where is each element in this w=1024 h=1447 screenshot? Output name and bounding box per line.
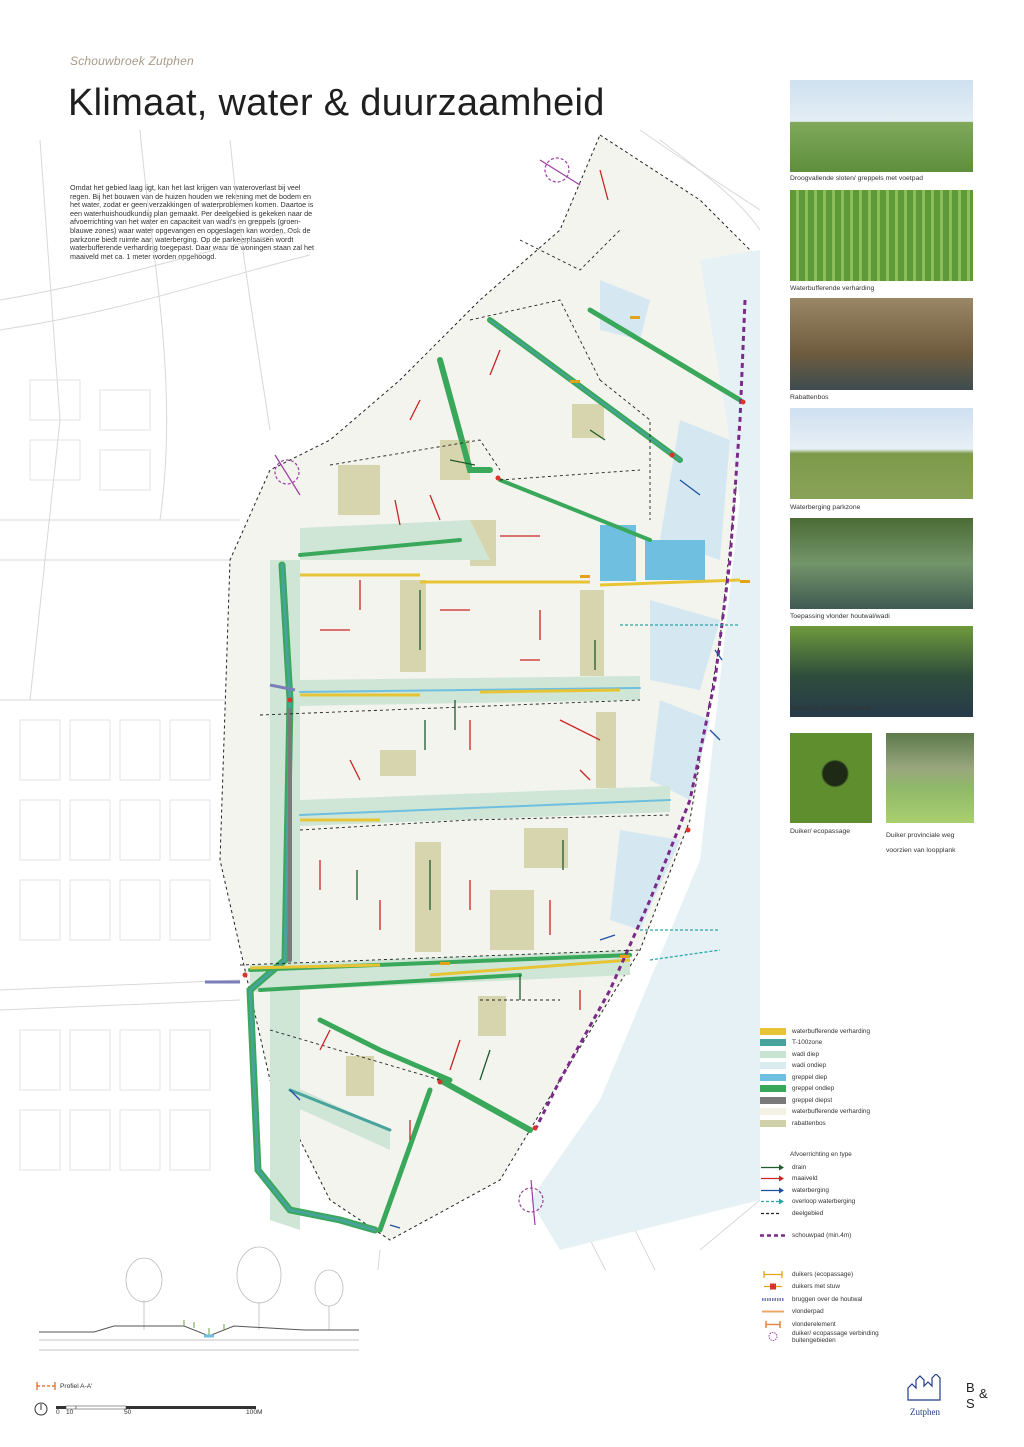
legend-label: duiker/ ecopassage verbinding buitengebieden [792,1329,879,1344]
legend-label: duikers (ecopassage) [792,1270,854,1278]
arrow-red-icon [760,1174,786,1183]
legend-flow-item [760,1174,818,1184]
legend-surface-item [760,1038,822,1048]
scale-tick: 10 [66,1409,74,1416]
photo-caption: Duiker/ ecopassage [790,828,851,835]
legend-surface-item [760,1026,870,1036]
photo-culvert-ecopassage [790,733,872,823]
firm-logo [964,1378,994,1412]
arrow-dashed-teal-icon [760,1197,786,1206]
legend-surface-item [760,1084,834,1094]
bridge-icon [760,1295,786,1304]
city-logo-text: Zutphen [910,1407,940,1417]
legend-label: overloop waterberging [792,1198,856,1205]
zutphen-logo [904,1374,946,1417]
profile-label: Profiel A-A' [60,1383,93,1390]
dashed-purple-line-icon [760,1231,786,1240]
photo-caption: Duiker provinciale weg voorzien van loopplank [886,832,956,854]
legend-structure-item [760,1329,892,1344]
legend-swatch [760,1097,786,1104]
photo-dry-ditches [790,80,973,172]
profile-line-icon [36,1378,56,1388]
legend-label: greppel ondiep [792,1085,835,1092]
legend-flow-title: Afvoerrichting en type [790,1151,852,1158]
context-blocks [20,380,210,1170]
legend-label: duikers met stuw [792,1283,840,1290]
legend-surface-item [760,1061,826,1071]
page-title: Klimaat, water & duurzaamheid [68,82,605,124]
legend-label: wadi diep [792,1050,820,1058]
legend-label: greppel diepst [792,1096,833,1104]
legend-structure-item [760,1294,892,1304]
legend-swatch [760,1062,786,1069]
legend-swatch [760,1120,786,1127]
site-plan-map [0,120,760,1270]
legend-swatch [760,1028,786,1035]
photo-buffer-paving [790,190,973,281]
legend-surface-item [760,1118,826,1128]
legend-surface-item [760,1107,870,1117]
legend-flow-item [760,1208,823,1218]
legend-swatch [760,1085,786,1092]
legend-label: waterberging [792,1186,829,1194]
photo-park-water-storage [790,408,973,499]
legend-path [760,1230,851,1240]
photo-provincial-road-culvert [886,733,974,823]
legend-label: greppel diep [792,1073,828,1081]
photo-caption: Toepassing vlonder houtwal/wadi [790,613,890,620]
intro-text: Omdat het gebied laag ligt, kan het last krijgen van wateroverlast bij veel regen. Bij het bouwen van de huizen houden we rekening met de bodem en het water, zodat er geen verzakkingen of waterproblemen komen. Daartoe is een waterhuishoudkundig plan gemaakt. Per deelgebied is gekeken naar de afvoerrichting van het water en capaciteit van wadi's en greppels (groen-blauwe zones) waar water opgevangen en opgeslagen kan worden. Ook de parkzone biedt ruimte aan waterberging. Op de parkeerplaatsen wordt waterbufferende verharding toegepast. Daar waar de woningen staan zal het maaiveld met ca. 1 meter worden opgehoogd. [70,183,315,261]
legend-flow-item [760,1162,806,1172]
legend-label: schouwpad (min.4m) [792,1231,852,1239]
legend-label: rabattenbos [792,1119,826,1127]
scale-tick: 50 [124,1409,132,1416]
legend-swatch [760,1108,786,1115]
legend-swatch [760,1039,786,1046]
legend-surface-item [760,1095,832,1105]
svg-text:&: & [979,1386,988,1401]
scale-tick: 0 [56,1409,60,1416]
eco-connection-icon [760,1332,786,1341]
legend-label: drain [792,1163,807,1171]
photo-rabattenbos [790,298,973,390]
boardwalk-icon [760,1307,786,1316]
photo-alder-forest [790,626,973,717]
legend-structure-item [760,1269,892,1279]
legend-structure-item [760,1319,892,1329]
photo-boardwalk-wadi [790,518,973,609]
legend-label: waterbufferende verharding [792,1027,871,1035]
legend-label: maaiveld [792,1175,818,1182]
svg-text:B: B [966,1380,975,1395]
boardwalk-element-icon [760,1320,786,1329]
photo-caption: Rabatten, (elzen)broekbos [790,705,871,712]
legend-structure-item [760,1307,892,1317]
legend-flow-item [760,1185,829,1195]
legend-label: bruggen over de houtwal [792,1295,863,1303]
legend-label: vlonderpad [792,1308,824,1315]
legend-label: wadi ondiep [792,1062,827,1069]
scale-tick: 100M [246,1409,263,1416]
culvert-weir-icon [760,1282,786,1291]
arrow-dark-green-icon [760,1163,786,1172]
legend-surface-item [760,1049,819,1059]
arrow-blue-icon [760,1186,786,1195]
photo-caption: Rabattenbos [790,394,829,401]
legend-flow-item [760,1197,855,1207]
project-subtitle: Schouwbroek Zutphen [70,54,194,68]
photo-caption: Droogvallende sloten/ greppels met voetpad [790,175,924,182]
photo-caption: Waterbufferende verharding [790,285,875,292]
legend-label: waterbufferende verharding [792,1108,871,1115]
legend-swatch [760,1074,786,1081]
culvert-icon [760,1270,786,1279]
legend-structure-item [760,1282,892,1292]
legend-surface-item [760,1072,827,1082]
photo-caption: Waterberging parkzone [790,504,861,511]
legend-swatch [760,1051,786,1058]
svg-text:S: S [966,1396,975,1411]
legend-label: deelgebied [792,1209,824,1217]
legend-label: T-100zone [792,1039,823,1046]
cross-section-profile [34,1240,364,1370]
legend-label: vlonderelement [792,1320,836,1328]
dashed-line-icon [760,1209,786,1218]
